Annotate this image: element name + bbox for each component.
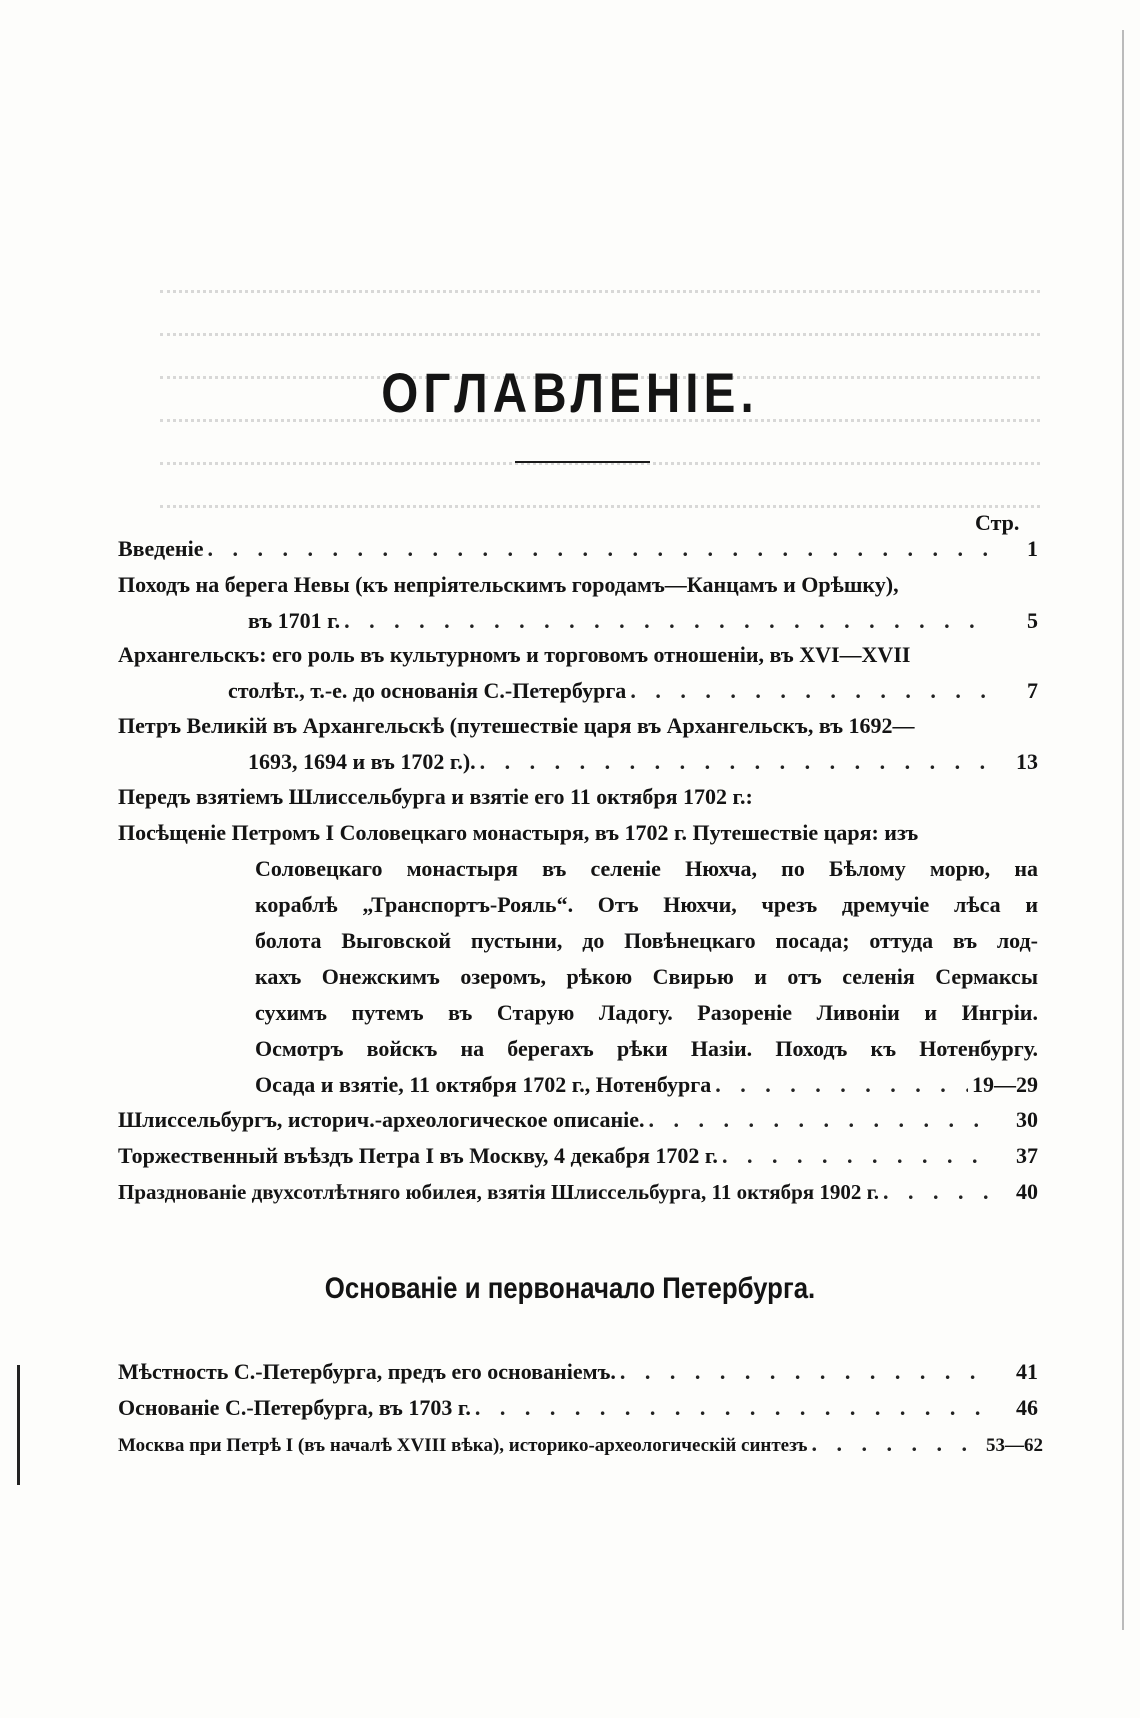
toc-entry-text: Москва при Петрѣ I (въ началѣ XVIII вѣка), историко-археологическiй синтезъ <box>118 1435 808 1456</box>
scan-edge-line <box>17 1365 20 1485</box>
toc-entry-locality <box>118 1354 1038 1390</box>
title-rule <box>515 461 650 463</box>
toc-entry-text: кахъ Онежскимъ озеромъ, рѣкою Свирью и отъ селенiя Сермаксы <box>255 964 1038 989</box>
toc-page-number: 30 <box>1016 1107 1038 1132</box>
dot-leader <box>480 744 994 780</box>
toc-entry-text: Торжественный въѣздъ Петра I въ Москву, 4 декабря 1702 г. <box>118 1143 718 1168</box>
toc-entry-text: Соловецкаго монастыря въ селенiе Нюхча, по Бѣлому морю, на <box>255 856 1038 881</box>
toc-entry-founding <box>118 1390 1038 1426</box>
toc-entry-text: Осада и взятiе, 11 октября 1702 г., Нотенбурга <box>255 1072 712 1097</box>
toc-page-number: 1 <box>1027 536 1038 561</box>
dot-leader <box>715 1067 968 1103</box>
dot-leader <box>812 1426 982 1462</box>
scan-edge-line-right <box>1122 30 1124 1630</box>
toc-entry-text: въ 1701 г. <box>248 608 341 633</box>
section-heading: Основанiе и первоначало Петербурга. <box>324 1272 816 1305</box>
toc-entry-peter-arkhangelsk <box>118 708 1038 780</box>
page-title: ОГЛАВЛЕНIЕ. <box>381 361 759 424</box>
toc-entry-text: Празднованiе двухсотлѣтняго юбилея, взятiя Шлиссельбурга, 11 октября 1902 г. <box>118 1180 880 1204</box>
page-column-label: Стр. <box>975 510 1020 535</box>
toc-entry-jubilee <box>118 1174 1038 1210</box>
dot-leader <box>344 603 994 639</box>
toc-page-number: 19—29 <box>972 1072 1038 1097</box>
toc-entry-text: Архангельскъ: его роль въ культурномъ и торговомъ отношенiи, въ XVI—XVII <box>118 642 911 667</box>
toc-entry-text: столѣт., т.-е. до основанiя С.-Петербурга <box>228 678 627 703</box>
toc-entry-text: сухимъ путемъ въ Старую Ладогу. Разоренiе Ливонiи и Ингрiи. <box>255 1000 1038 1025</box>
toc-entry-solovetsky-journey <box>118 815 1038 1103</box>
toc-entry-text: Посѣщенiе Петромъ I Соловецкаго монастыря, въ 1702 г. Путешествiе царя: изъ <box>118 820 919 845</box>
toc-entry-text: Осмотръ войскъ на берегахъ рѣки Назiи. Походъ къ Нотенбургу. <box>255 1036 1038 1061</box>
toc-page-number: 41 <box>1016 1359 1038 1384</box>
toc-entry-text: Походъ на берега Невы (къ непрiятельскимъ городамъ—Канцамъ и Орѣшку), <box>118 572 899 597</box>
toc-page-number: 46 <box>1016 1395 1038 1420</box>
toc-entry-text: Основанiе С.-Петербурга, въ 1703 г. <box>118 1395 471 1420</box>
dot-leader <box>475 1390 994 1426</box>
toc-page-number: 53—62 <box>986 1435 1043 1456</box>
toc-page-number: 37 <box>1016 1143 1038 1168</box>
toc-entry-text: Петръ Великiй въ Архангельскѣ (путешествiе царя въ Архангельскъ, въ 1692— <box>118 713 915 738</box>
toc-entry-introduction <box>118 531 1038 567</box>
toc-entry-text: 1693, 1694 и въ 1702 г.). <box>248 749 476 774</box>
toc-entry-moscow-entry <box>118 1138 1038 1174</box>
toc-page-number: 5 <box>1027 608 1038 633</box>
toc-entry-text: Введенiе <box>118 536 204 561</box>
dot-leader <box>649 1102 995 1138</box>
dot-leader <box>630 673 994 709</box>
toc-entry-text: кораблѣ „Транспортъ-Рояль“. Отъ Нюхчи, чрезъ дремучiе лѣса и <box>255 892 1038 917</box>
toc-page-number: 13 <box>1016 749 1038 774</box>
toc-entry-arkhangelsk <box>118 637 1038 709</box>
toc-entry-neva-campaign <box>118 567 1038 639</box>
dot-leader <box>722 1138 994 1174</box>
toc-page-number: 40 <box>1016 1179 1038 1204</box>
toc-entry-text: Мѣстность С.-Петербурга, предъ его основанiемъ. <box>118 1359 616 1384</box>
toc-page-number: 7 <box>1027 678 1038 703</box>
dot-leader <box>620 1354 994 1390</box>
dot-leader <box>883 1174 994 1210</box>
toc-entry-moscow-synthesis <box>118 1426 1043 1462</box>
toc-entry-text: Шлиссельбургъ, историч.-археологическое описанiе. <box>118 1107 645 1132</box>
toc-entry-text: болота Выговской пустыни, до Повѣнецкаго посада; оттуда въ лод- <box>255 928 1038 953</box>
toc-entry-shlisselburg-description <box>118 1102 1038 1138</box>
toc-entry-before-shlisselburg <box>118 779 1038 815</box>
toc-entry-text: Передъ взятiемъ Шлиссельбурга и взятiе его 11 октября 1702 г.: <box>118 784 753 809</box>
dot-leader <box>207 531 994 567</box>
